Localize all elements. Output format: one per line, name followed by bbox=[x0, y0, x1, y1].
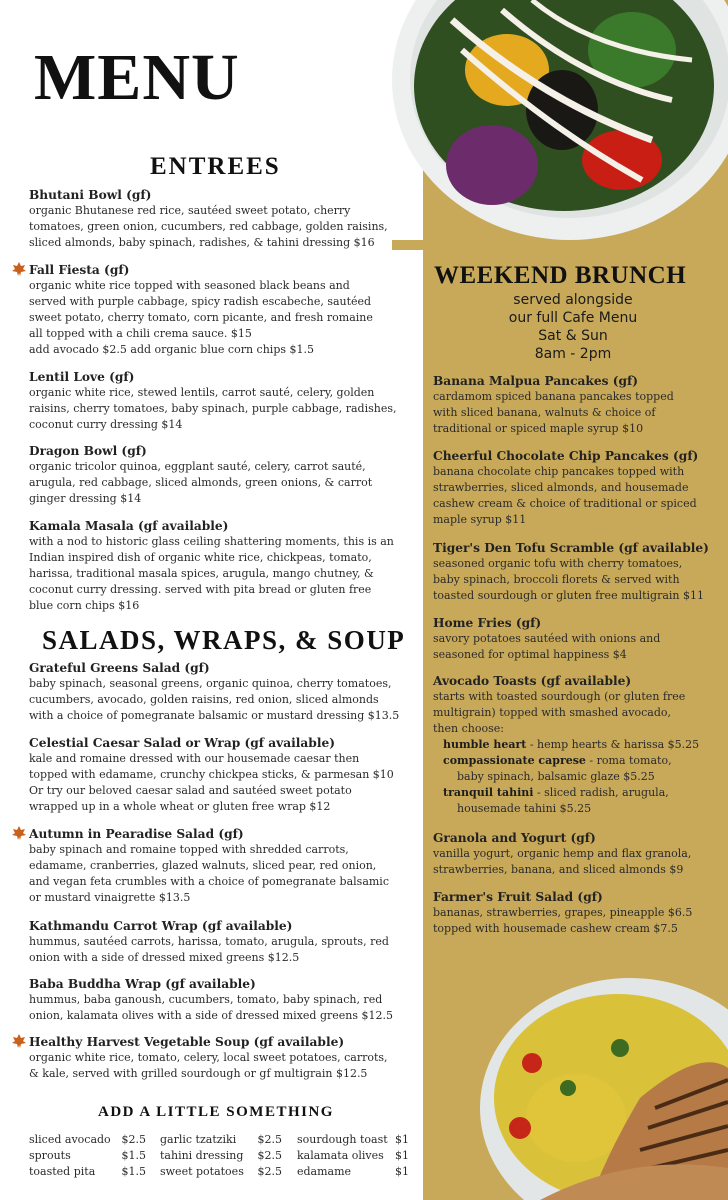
option-desc: - sliced radish, arugula, bbox=[533, 786, 669, 799]
extra-price: $2.5 bbox=[257, 1149, 282, 1162]
item-name: Cheerful Chocolate Chip Pancakes (gf) bbox=[433, 449, 699, 463]
menu-item bbox=[29, 443, 419, 507]
item-name: Kamala Masala (gf available) bbox=[29, 519, 229, 533]
brunch-item bbox=[433, 448, 723, 528]
extras-row bbox=[29, 1148, 419, 1164]
extra-price: $1 bbox=[395, 1165, 409, 1178]
item-description: cardamom spiced banana pancakes topped with sliced banana, walnuts & choice of traditional or spiced maple syrup $10 bbox=[433, 390, 674, 435]
extra-price: $2.5 bbox=[257, 1165, 282, 1178]
item-description: organic tricolor quinoa, eggplant sauté, celery, carrot sauté, arugula, red cabbage, sliced almonds, green onions, & carrot ginger dressing $14 bbox=[29, 460, 373, 505]
extras-table bbox=[29, 1132, 419, 1180]
brunch-item bbox=[433, 673, 723, 817]
extra-name: kalamata olives bbox=[297, 1149, 384, 1162]
item-description: organic Bhutanese red rice, sautéed sweet potato, cherry tomatoes, green onion, cucumbers, red cabbage, golden raisins, sliced almonds, baby spinach, radishes, & tahini dressing $16 bbox=[29, 204, 388, 249]
extra-name: edamame bbox=[297, 1165, 352, 1178]
brunch-sub-line: our full Cafe Menu bbox=[508, 310, 638, 326]
autumn-leaf-icon bbox=[11, 1033, 27, 1049]
salads-heading: SALADS, WRAPS, & SOUP bbox=[42, 625, 406, 655]
autumn-leaf-icon bbox=[11, 261, 27, 277]
item-name: Dragon Bowl (gf) bbox=[29, 444, 147, 458]
item-name: Healthy Harvest Vegetable Soup (gf available) bbox=[29, 1035, 345, 1049]
brunch-item bbox=[433, 830, 723, 878]
item-name: Grateful Greens Salad (gf) bbox=[29, 661, 210, 675]
option-desc-cont: housemade tahini $5.25 bbox=[457, 802, 592, 815]
item-description: organic white rice, tomato, celery, local sweet potatoes, carrots, & kale, served with grilled sourdough or gf multigrain $12.5 bbox=[29, 1051, 388, 1080]
brunch-sub-line: 8am - 2pm bbox=[534, 346, 612, 362]
extra-price: $1.5 bbox=[121, 1165, 146, 1178]
brunch-sub-line: Sat & Sun bbox=[538, 328, 608, 344]
avocado-option bbox=[443, 737, 723, 753]
extras-row bbox=[29, 1164, 419, 1180]
menu-item bbox=[29, 187, 419, 251]
menu-item bbox=[29, 918, 419, 966]
item-description: baby spinach, seasonal greens, organic quinoa, cherry tomatoes, cucumbers, avocado, golden raisins, red onion, sliced almonds with a choice of pomegranate balsamic or mustard dressing $13.5 bbox=[29, 677, 400, 722]
extra-name: sprouts bbox=[29, 1149, 71, 1162]
extra-price: $1 bbox=[395, 1133, 409, 1146]
item-description: with a nod to historic glass ceiling shattering moments, this is an Indian inspired dish of organic white rice, chickpeas, tomato, harissa, traditional masala spices, arugula, mango chutney, & coconut curry dressing. served with pita bread or gluten free blue corn chips $16 bbox=[29, 535, 394, 612]
item-name: Farmer's Fruit Salad (gf) bbox=[433, 890, 603, 904]
item-description: baby spinach and romaine topped with shredded carrots, edamame, cranberries, glazed walnuts, sliced pear, red onion, and vegan feta crumbles with a choice of pomegranate balsamic or mustard vinaigrette $13.5 bbox=[29, 843, 389, 904]
brunch-subtitle bbox=[434, 291, 712, 363]
option-name: tranquil tahini bbox=[443, 786, 534, 799]
item-name: Bhutani Bowl (gf) bbox=[29, 188, 152, 202]
option-desc: - hemp hearts & harissa $5.25 bbox=[526, 738, 700, 751]
option-desc: - roma tomato, bbox=[585, 754, 672, 767]
item-name: Tiger's Den Tofu Scramble (gf available) bbox=[433, 541, 709, 555]
extra-price: $1 bbox=[395, 1149, 409, 1162]
item-description: starts with toasted sourdough (or gluten free multigrain) topped with smashed avocado, then choose: bbox=[433, 690, 686, 735]
item-description: bananas, strawberries, grapes, pineapple $6.5 topped with housemade cashew cream $7.5 bbox=[433, 906, 693, 935]
avocado-option bbox=[443, 753, 723, 785]
brunch-item bbox=[433, 615, 723, 663]
option-name: humble heart bbox=[443, 738, 527, 751]
menu-item bbox=[29, 735, 419, 815]
extra-name: sliced avocado bbox=[29, 1133, 111, 1146]
avocado-option bbox=[443, 785, 723, 817]
option-desc-cont: baby spinach, balsamic glaze $5.25 bbox=[457, 770, 655, 783]
option-name: compassionate caprese bbox=[443, 754, 586, 767]
salad-bowl-photo bbox=[392, 0, 728, 250]
menu-item bbox=[29, 369, 419, 433]
extra-name: sourdough toast bbox=[297, 1133, 388, 1146]
menu-item bbox=[29, 1034, 419, 1082]
autumn-leaf-icon bbox=[11, 825, 27, 841]
item-description: kale and romaine dressed with our housemade caesar then topped with edamame, crunchy chickpea sticks, & parmesan $10 Or try our beloved caesar salad and sautéed sweet potato wrapped up in a whole wheat or gluten free wrap $12 bbox=[29, 752, 394, 813]
item-description: savory potatoes sautéed with onions and seasoned for optimal happiness $4 bbox=[433, 632, 661, 661]
item-name: Avocado Toasts (gf available) bbox=[433, 674, 632, 688]
brunch-item bbox=[433, 540, 723, 604]
item-name: Granola and Yogurt (gf) bbox=[433, 831, 596, 845]
item-description: vanilla yogurt, organic hemp and flax granola, strawberries, banana, and sliced almonds $9 bbox=[433, 847, 692, 876]
extra-name: garlic tzatziki bbox=[160, 1133, 237, 1146]
menu-item bbox=[29, 826, 419, 906]
item-name: Fall Fiesta (gf) bbox=[29, 263, 130, 277]
item-name: Kathmandu Carrot Wrap (gf available) bbox=[29, 919, 293, 933]
item-name: Baba Buddha Wrap (gf available) bbox=[29, 977, 256, 991]
item-description: hummus, baba ganoush, cucumbers, tomato, baby spinach, red onion, kalamata olives with a side of dressed mixed greens $12.5 bbox=[29, 993, 393, 1022]
item-description: seasoned organic tofu with cherry tomatoes, baby spinach, broccoli florets & served with toasted sourdough or gluten free multigrain $11 bbox=[433, 557, 704, 602]
item-name: Autumn in Pearadise Salad (gf) bbox=[29, 827, 244, 841]
extra-name: toasted pita bbox=[29, 1165, 96, 1178]
extras-row bbox=[29, 1132, 419, 1148]
brunch-item bbox=[433, 373, 723, 437]
item-name: Home Fries (gf) bbox=[433, 616, 542, 630]
item-name: Lentil Love (gf) bbox=[29, 370, 135, 384]
extras-heading: ADD A LITTLE SOMETHING bbox=[98, 1104, 334, 1120]
extra-price: $1.5 bbox=[121, 1149, 146, 1162]
brunch-heading: WEEKEND BRUNCH bbox=[434, 262, 687, 289]
entrees-heading: ENTREES bbox=[150, 153, 281, 180]
extra-name: tahini dressing bbox=[160, 1149, 244, 1162]
brunch-sub-line: served alongside bbox=[513, 292, 633, 308]
item-description: banana chocolate chip pancakes topped with strawberries, sliced almonds, and housemade cashew cream & choice of traditional or spiced maple syrup $11 bbox=[433, 465, 697, 526]
menu-item bbox=[29, 660, 419, 724]
item-description: hummus, sautéed carrots, harissa, tomato, arugula, sprouts, red onion with a side of dressed mixed greens $12.5 bbox=[29, 935, 389, 964]
menu-item bbox=[29, 976, 419, 1024]
extra-name: sweet potatoes bbox=[160, 1165, 244, 1178]
extra-price: $2.5 bbox=[257, 1133, 282, 1146]
tofu-scramble-photo bbox=[480, 968, 728, 1200]
item-description: organic white rice topped with seasoned black beans and served with purple cabbage, spicy radish escabeche, sautéed sweet potato, cherry tomato, corn picante, and fresh romaine all topped with a chili crema sauce. $15 add avocado $2.5 add organic blue corn chips $1.5 bbox=[29, 279, 373, 356]
menu-item bbox=[29, 262, 419, 358]
item-name: Banana Malpua Pancakes (gf) bbox=[433, 374, 639, 388]
brunch-item bbox=[433, 889, 723, 937]
menu-item bbox=[29, 518, 419, 614]
menu-title: MENU bbox=[34, 41, 240, 114]
extra-price: $2.5 bbox=[121, 1133, 146, 1146]
item-name: Celestial Caesar Salad or Wrap (gf available) bbox=[29, 736, 335, 750]
item-description: organic white rice, stewed lentils, carrot sauté, celery, golden raisins, cherry tomatoes, baby spinach, purple cabbage, radishes, coconut curry dressing $14 bbox=[29, 386, 397, 431]
